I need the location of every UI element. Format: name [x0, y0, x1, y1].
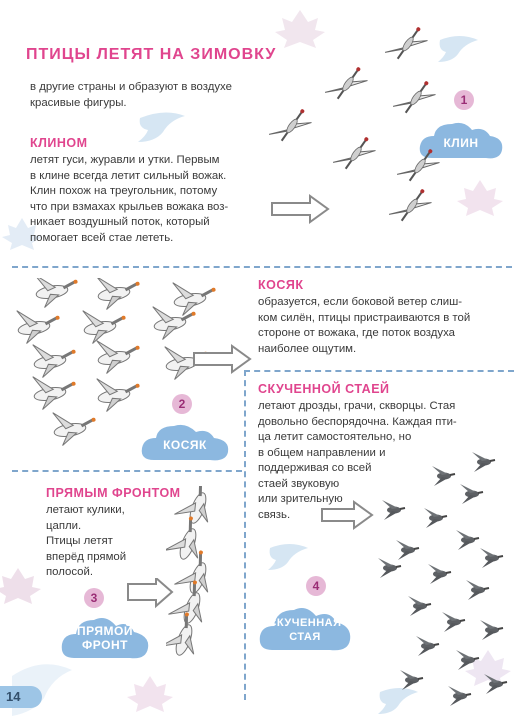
- page-number: 14: [0, 686, 42, 708]
- section-number-badge: 1: [454, 90, 474, 110]
- starling-icon: [456, 530, 479, 550]
- starling-icon: [424, 508, 447, 528]
- goose-icon: [174, 486, 221, 528]
- section-text-wedge: летят гуси, журавли и утки. Первым в клине всегда летит сильный вожак. Клин похож на треугольник, потому что при взмахах крыльев вожака воз- никает воздушный поток, который помогает всей стае лететь.: [30, 154, 229, 244]
- section-text-cluster: летают дрозды, грачи, скворцы. Стая довольно беспорядочна. Каждая пти- ца летит самостоятельно, но в общем направлении и поддерживая со всей стаей звуковую или зрительную связь.: [258, 400, 457, 521]
- maple-leaf-icon: [457, 180, 503, 216]
- section-heading-wedge: КЛИНОМ: [30, 136, 88, 150]
- starling-icon: [432, 466, 455, 486]
- section-heading-cluster: СКУЧЕННОЙ СТАЕЙ: [258, 382, 390, 396]
- cluster-flock: [372, 440, 510, 708]
- wedge-flock: [268, 26, 448, 226]
- front-flock: [166, 486, 226, 656]
- starling-icon: [382, 500, 405, 520]
- intro-line: в другие страны и образуют в воздухе: [30, 81, 232, 93]
- arrow-icon: [320, 500, 376, 530]
- section-divider: [244, 370, 246, 700]
- section-divider: [244, 370, 514, 372]
- goose-icon: [15, 304, 63, 345]
- goose-icon: [81, 304, 129, 345]
- section-divider: [12, 470, 242, 472]
- starling-icon: [408, 596, 431, 616]
- intro-text: [30, 80, 232, 111]
- section-number-badge: 2: [172, 394, 192, 414]
- goose-icon: [95, 334, 143, 375]
- crane-icon: [325, 60, 371, 109]
- cloud-label-cluster: СКУЧЕННАЯ СТАЯ: [268, 617, 342, 643]
- crane-icon: [269, 102, 315, 151]
- starling-icon: [484, 674, 507, 694]
- starling-icon: [448, 686, 471, 706]
- crane-icon: [389, 182, 435, 226]
- cloud-label-echelon: КОСЯК: [163, 438, 207, 452]
- section-text-echelon: образуется, если боковой ветер слиш- ком силён, птицы пристраиваются в той стороне от вожака, где поток воздуха наиболее ощутим.: [258, 296, 471, 355]
- section-text-front: летают кулики, цапли. Птицы летят вперёд прямой полосой.: [46, 504, 127, 578]
- cloud-label-front: ПРЯМОЙ ФРОНТ: [77, 624, 133, 652]
- starling-icon: [442, 612, 465, 632]
- starling-icon: [460, 484, 483, 504]
- goose-icon: [31, 370, 79, 411]
- section-heading-front: ПРЯМЫМ ФРОНТОМ: [46, 486, 181, 500]
- starling-icon: [378, 558, 401, 578]
- goose-icon: [171, 278, 219, 317]
- starling-icon: [466, 580, 489, 600]
- starling-icon: [400, 670, 423, 690]
- goose-icon: [51, 406, 99, 447]
- starling-icon: [472, 452, 495, 472]
- goose-icon: [33, 278, 81, 309]
- section-number-badge: 3: [84, 588, 104, 608]
- starling-icon: [396, 540, 419, 560]
- maple-leaf-icon: [127, 676, 173, 712]
- crane-icon: [333, 130, 379, 179]
- starling-icon: [428, 564, 451, 584]
- crane-icon: [385, 26, 431, 68]
- starling-icon: [416, 636, 439, 656]
- starling-icon: [480, 548, 503, 568]
- page-title: ПТИЦЫ ЛЕТЯТ НА ЗИМОВКУ: [26, 46, 277, 63]
- goose-icon: [166, 512, 210, 564]
- section-number-badge: 4: [306, 576, 326, 596]
- goose-icon: [95, 278, 143, 311]
- crane-icon: [397, 142, 443, 191]
- goose-icon: [95, 372, 143, 413]
- section-heading-echelon: КОСЯК: [258, 278, 304, 292]
- starling-icon: [456, 650, 479, 670]
- arrow-icon: [192, 344, 254, 374]
- section-divider: [12, 266, 512, 268]
- crane-icon: [393, 74, 439, 123]
- cloud-label-wedge: КЛИН: [443, 136, 479, 150]
- intro-line: красивые фигуры.: [30, 96, 127, 109]
- goose-icon: [31, 338, 79, 379]
- maple-leaf-icon: [0, 568, 41, 604]
- starling-icon: [480, 620, 503, 640]
